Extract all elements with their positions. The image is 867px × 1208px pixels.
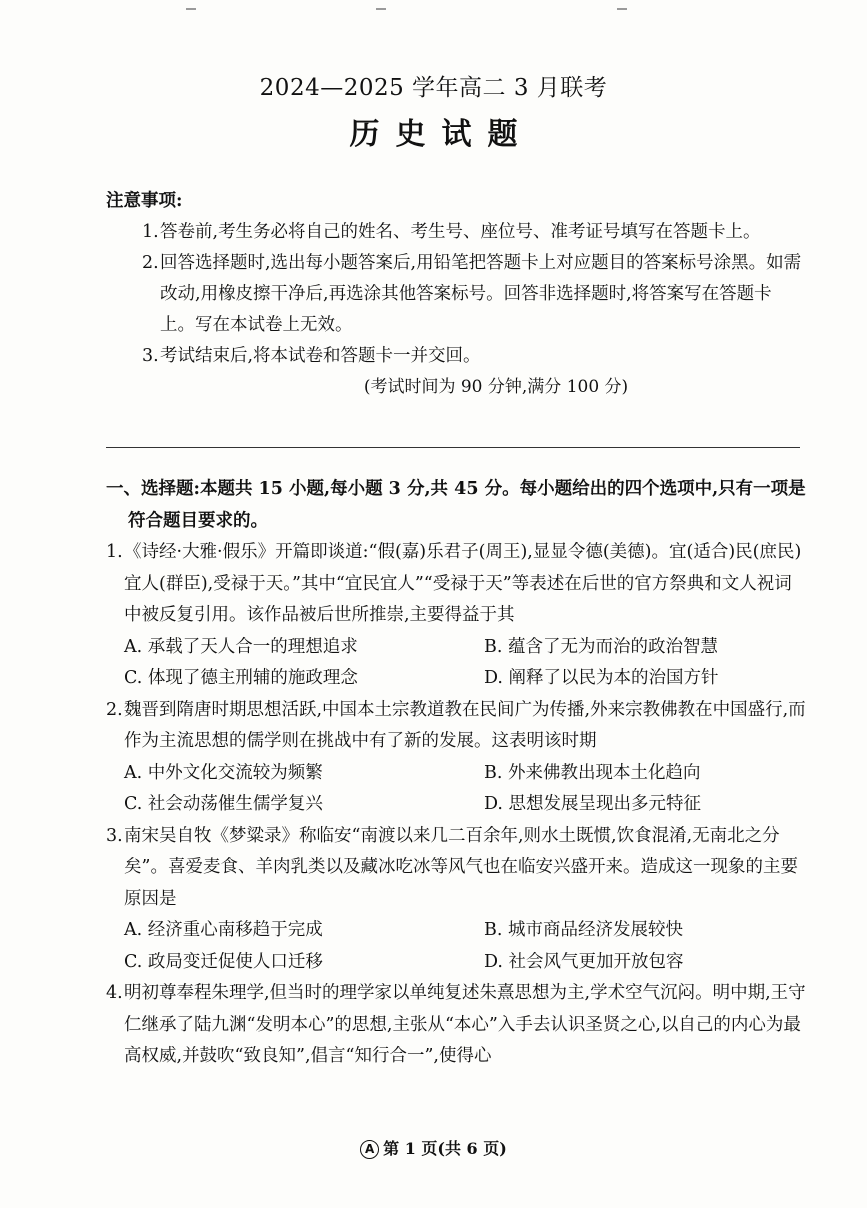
question-number: 1.: [106, 542, 123, 562]
question-stem: 南宋吴自牧《梦粱录》称临安“南渡以来几二百余年,则水土既惯,饮食混淆,无南北之分矣”。喜爱麦食、羊肉乳类以及藏冰吃冰等风气也在临安兴盛开来。造成这一现象的主要原因是: [124, 825, 798, 909]
options-grid: [106, 758, 806, 821]
notice-item-number: 3.: [142, 346, 159, 366]
notice-block: [106, 186, 806, 403]
option-a: A. 承载了天人合一的理想追求: [124, 636, 358, 657]
notice-item-text: 考试结束后,将本试卷和答题卡一并交回。: [160, 346, 481, 366]
notice-item-number: 2.: [142, 253, 159, 273]
option-a: A. 经济重心南移趋于完成: [124, 920, 323, 940]
question-1: [106, 537, 806, 695]
question-number: 3.: [106, 825, 123, 846]
scan-mark: [186, 8, 196, 10]
question-2: [106, 695, 806, 821]
option-b: B. 城市商品经济发展较快: [484, 920, 683, 940]
question-4: [106, 978, 806, 1073]
notice-heading: 注意事项:: [106, 191, 183, 211]
scan-mark: [376, 8, 386, 10]
option-c: C. 政局变迁促使人口迁移: [124, 951, 323, 972]
question-number: 4.: [106, 983, 123, 1003]
subject-title: 历史试题: [349, 117, 534, 152]
option-a: A. 中外文化交流较为频繁: [124, 762, 323, 783]
option-c: C. 社会动荡催生儒学复兴: [124, 794, 323, 814]
option-b: B. 蕴含了无为而治的政治智慧: [484, 636, 718, 657]
notice-item-text: 答卷前,考生务必将自己的姓名、考生号、座位号、准考证号填写在答题卡上。: [160, 222, 761, 242]
notice-item-number: 1.: [142, 222, 159, 242]
option-d: D. 思想发展呈现出多元特征: [484, 794, 702, 814]
page-header: [0, 70, 867, 158]
exam-time-note: (考试时间为 90 分钟,满分 100 分): [363, 377, 629, 397]
scan-mark: [617, 8, 627, 10]
section-heading: 一、选择题:本题共 15 小题,每小题 3 分,共 45 分。每小题给出的四个选项中,只有一项是符合题目要求的。: [106, 479, 806, 531]
exam-title: 2024—2025 学年高二 3 月联考: [259, 75, 608, 101]
divider-line: [106, 447, 800, 448]
notice-item-text: 回答选择题时,选出每小题答案后,用铅笔把答题卡上对应题目的答案标号涂黑。如需改动,用橡皮擦干净后,再选涂其他答案标号。回答非选择题时,将答案写在答题卡上。写在本试卷上无效。: [160, 253, 802, 335]
page-number: 第 1 页(共 6 页): [383, 1139, 507, 1158]
option-d: D. 阐释了以民为本的治国方针: [484, 668, 719, 688]
option-b: B. 外来佛教出现本土化趋向: [484, 762, 701, 783]
option-d: D. 社会风气更加开放包容: [484, 951, 684, 972]
question-number: 2.: [106, 699, 123, 720]
notice-item: [124, 217, 806, 248]
notice-item: [124, 341, 806, 372]
options-grid: [106, 632, 806, 695]
question-section: [106, 474, 806, 1073]
question-stem: 魏晋到隋唐时期思想活跃,中国本土宗教道教在民间广为传播,外来宗教佛教在中国盛行,而作为主流思想的儒学则在挑战中有了新的发展。这表明该时期: [124, 699, 806, 751]
page-footer: [0, 1136, 867, 1159]
question-stem: 明初尊奉程朱理学,但当时的理学家以单纯复述朱熹思想为主,学术空气沉闷。明中期,王守仁继承了陆九渊“发明本心”的思想,主张从“本心”入手去认识圣贤之心,以自己的内心为最高权威,并鼓吹“致良知”,倡言“知行合一”,使得心: [124, 983, 806, 1066]
question-stem: 《诗经·大雅·假乐》开篇即谈道:“假(嘉)乐君子(周王),显显令德(美德)。宜(适合)民(庶民)宜人(群臣),受禄于天。”其中“宜民宜人”“受禄于天”等表述在后世的官方祭典和文人祝词中被反复引用。该作品被后世所推崇,主要得益于其: [124, 542, 802, 625]
question-3: [106, 821, 806, 979]
notice-item: [124, 248, 806, 341]
options-grid: [106, 915, 806, 978]
version-a-badge: A: [360, 1140, 379, 1159]
option-c: C. 体现了德主刑辅的施政理念: [124, 668, 358, 688]
